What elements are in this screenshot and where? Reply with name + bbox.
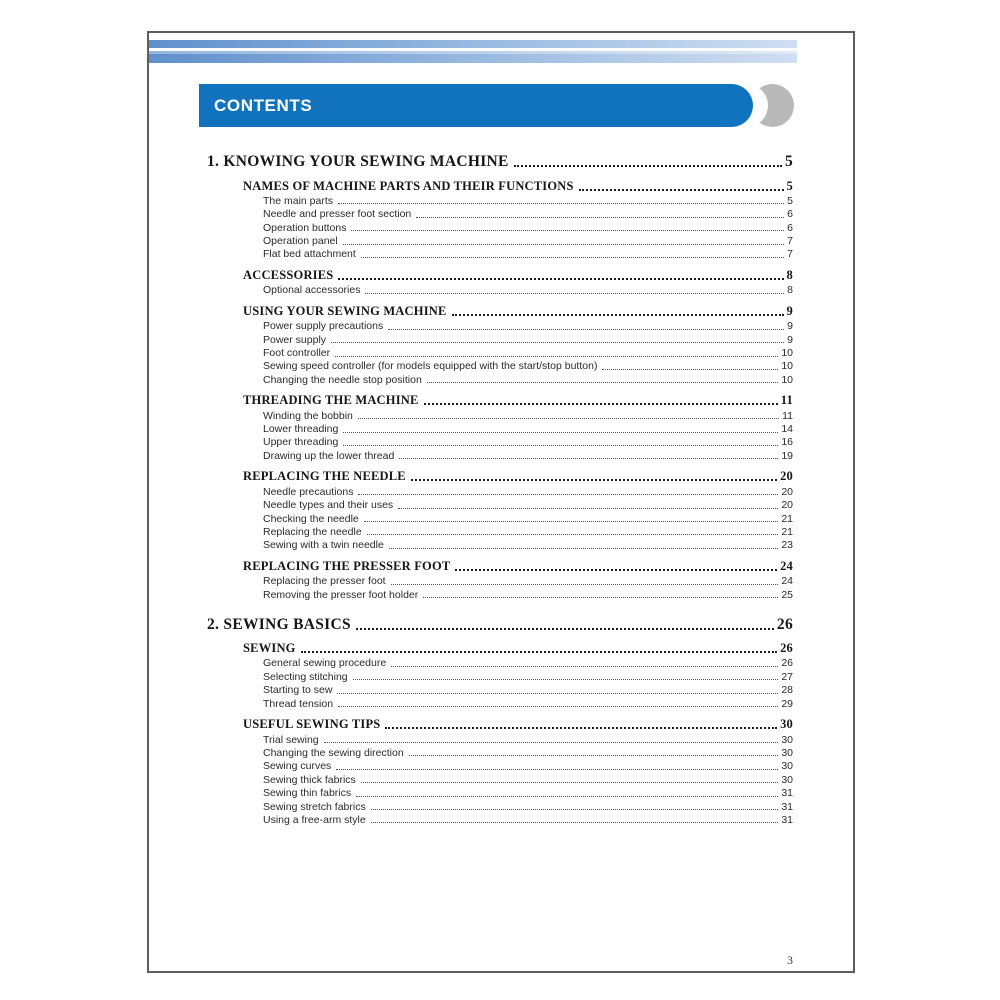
toc-entry-level3 xyxy=(263,332,793,345)
toc-entry-label: Replacing the presser foot xyxy=(263,575,386,588)
toc-dotted-leader xyxy=(361,782,779,783)
toc-entry-page: 10 xyxy=(781,373,793,386)
toc-entry-page: 20 xyxy=(781,485,793,498)
toc-dotted-leader xyxy=(365,293,784,294)
toc-dotted-leader xyxy=(411,479,777,481)
toc-entry-page: 31 xyxy=(781,800,793,813)
toc-entry-page: 29 xyxy=(781,697,793,710)
toc-dotted-leader xyxy=(358,418,779,419)
toc-entry-level2 xyxy=(243,716,793,732)
toc-entry-page: 10 xyxy=(781,360,793,373)
toc-entry-label: Power supply xyxy=(263,333,327,346)
toc-entry-label: USING YOUR SEWING MACHINE xyxy=(243,303,447,318)
toc-entry-label: Checking the needle xyxy=(263,512,359,525)
toc-entry-label: Selecting stitching xyxy=(263,670,348,683)
toc-entry-page: 23 xyxy=(781,539,793,552)
toc-entry-label: Starting to sew xyxy=(263,684,333,697)
toc-entry-level3 xyxy=(263,498,793,511)
toc-dotted-leader xyxy=(338,706,778,707)
toc-entry-label: Trial sewing xyxy=(263,733,319,746)
toc-entry-page: 30 xyxy=(780,717,793,732)
toc-entry-label: NAMES OF MACHINE PARTS AND THEIR FUNCTIONS xyxy=(243,178,574,193)
toc-entry-page: 26 xyxy=(776,615,793,633)
toc-entry-label: Thread tension xyxy=(263,697,334,710)
toc-entry-page: 8 xyxy=(787,284,793,297)
toc-entry-page: 5 xyxy=(784,153,793,170)
toc-dotted-leader xyxy=(416,217,784,218)
toc-dotted-leader xyxy=(371,822,779,823)
toc-dotted-leader xyxy=(343,445,778,446)
toc-entry-label: Lower threading xyxy=(263,423,339,436)
toc-entry-page: 9 xyxy=(786,303,793,318)
toc-entry-page: 20 xyxy=(780,469,793,484)
toc-entry-label: Replacing the needle xyxy=(263,525,362,538)
toc-entry-page: 24 xyxy=(780,558,793,573)
toc-entry-page: 28 xyxy=(781,684,793,697)
toc-dotted-leader xyxy=(361,257,784,258)
toc-entry-page: 21 xyxy=(781,525,793,538)
toc-dotted-leader xyxy=(367,534,779,535)
toc-dotted-leader xyxy=(301,651,777,653)
toc-entry-level3 xyxy=(263,813,793,826)
toc-entry-level3 xyxy=(263,696,793,709)
toc-entry-label: Needle types and their uses xyxy=(263,499,394,512)
toc-entry-level3 xyxy=(263,538,793,551)
contents-title: CONTENTS xyxy=(214,95,313,115)
toc-dotted-leader xyxy=(356,796,778,797)
toc-dotted-leader xyxy=(343,244,784,245)
toc-entry-level3 xyxy=(263,194,793,207)
toc-entry-page: 11 xyxy=(780,393,793,408)
toc-entry-level3 xyxy=(263,359,793,372)
toc-entry-page: 9 xyxy=(787,320,793,333)
toc-entry-label: Drawing up the lower thread xyxy=(263,449,395,462)
toc-entry-level3 xyxy=(263,372,793,385)
toc-entry-level3 xyxy=(263,669,793,682)
toc-entry-page: 11 xyxy=(782,409,793,422)
toc-dotted-leader xyxy=(427,382,779,383)
toc-entry-label: Removing the presser foot holder xyxy=(263,588,419,601)
toc-entry-label: Winding the bobbin xyxy=(263,409,353,422)
toc-entry-page: 26 xyxy=(780,641,793,656)
toc-dotted-leader xyxy=(398,508,778,509)
toc-entry-page: 31 xyxy=(781,787,793,800)
toc-entry-level3 xyxy=(263,683,793,696)
toc-entry-page: 10 xyxy=(781,347,793,360)
toc-entry-label: The main parts xyxy=(263,194,334,207)
toc-entry-level3 xyxy=(263,448,793,461)
toc-entry-page: 5 xyxy=(786,178,793,193)
page-number: 3 xyxy=(787,953,793,967)
toc-entry-level2 xyxy=(243,392,793,408)
toc-entry-level3 xyxy=(263,587,793,600)
toc-dotted-leader xyxy=(424,403,778,405)
toc-entry-label: ACCESSORIES xyxy=(243,267,334,282)
toc-entry-label: Power supply precautions xyxy=(263,320,384,333)
toc-dotted-leader xyxy=(385,727,777,729)
toc-entry-page: 30 xyxy=(781,746,793,759)
toc-entry-label: Sewing curves xyxy=(263,760,332,773)
toc-entry-label: Optional accessories xyxy=(263,284,361,297)
toc-entry-label: REPLACING THE PRESSER FOOT xyxy=(243,558,451,573)
toc-dotted-leader xyxy=(514,165,782,167)
toc-entry-label: General sewing procedure xyxy=(263,657,387,670)
toc-entry-level3 xyxy=(263,247,793,260)
toc-entry-label: Sewing stretch fabrics xyxy=(263,800,366,813)
toc-entry-page: 20 xyxy=(781,499,793,512)
contents-banner xyxy=(149,84,853,127)
toc-entry-level3 xyxy=(263,435,793,448)
toc-entry-page: 26 xyxy=(781,657,793,670)
toc-entry-label: THREADING THE MACHINE xyxy=(243,393,419,408)
toc-entry-level3 xyxy=(263,234,793,247)
toc-entry-level3 xyxy=(263,511,793,524)
toc-dotted-leader xyxy=(388,329,784,330)
toc-entry-level3 xyxy=(263,759,793,772)
toc-dotted-leader xyxy=(351,230,784,231)
toc-entry-label: Changing the sewing direction xyxy=(263,746,404,759)
toc-entry-level3 xyxy=(263,207,793,220)
toc-dotted-leader xyxy=(338,278,783,280)
toc-entry-label: Operation buttons xyxy=(263,221,347,234)
toc-dotted-leader xyxy=(409,755,779,756)
toc-dotted-leader xyxy=(452,314,784,316)
toc-dotted-leader xyxy=(343,432,778,433)
toc-entry-level3 xyxy=(263,422,793,435)
header-stripe-bottom xyxy=(149,51,797,63)
toc-entry-level3 xyxy=(263,484,793,497)
toc-dotted-leader xyxy=(336,769,778,770)
toc-entry-level3 xyxy=(263,525,793,538)
toc-entry-label: Sewing thin fabrics xyxy=(263,787,352,800)
toc-entry-level2 xyxy=(243,178,793,194)
toc-entry-level3 xyxy=(263,656,793,669)
toc-dotted-leader xyxy=(423,597,778,598)
toc-dotted-leader xyxy=(399,458,778,459)
toc-entry-page: 6 xyxy=(787,208,793,221)
toc-entry-label: Flat bed attachment xyxy=(263,248,356,261)
table-of-contents xyxy=(207,150,793,826)
toc-entry-label: Foot controller xyxy=(263,347,331,360)
toc-dotted-leader xyxy=(337,693,778,694)
toc-entry-page: 21 xyxy=(781,512,793,525)
toc-entry-level2 xyxy=(243,558,793,574)
toc-entry-label: Changing the needle stop position xyxy=(263,373,422,386)
toc-entry-level1 xyxy=(207,150,793,171)
toc-entry-page: 5 xyxy=(787,194,793,207)
toc-entry-page: 25 xyxy=(781,588,793,601)
toc-dotted-leader xyxy=(602,369,778,370)
toc-dotted-leader xyxy=(353,679,779,680)
toc-entry-label: Operation panel xyxy=(263,235,338,248)
toc-dotted-leader xyxy=(331,342,784,343)
toc-entry-level3 xyxy=(263,799,793,812)
toc-dotted-leader xyxy=(391,666,778,667)
toc-entry-level3 xyxy=(263,732,793,745)
toc-entry-level3 xyxy=(263,786,793,799)
toc-entry-label: Needle and presser foot section xyxy=(263,208,412,221)
toc-entry-page: 19 xyxy=(781,449,793,462)
toc-entry-level2 xyxy=(243,468,793,484)
toc-entry-level2 xyxy=(243,303,793,319)
toc-entry-label: 2. SEWING BASICS xyxy=(207,615,351,633)
toc-entry-label: 1. KNOWING YOUR SEWING MACHINE xyxy=(207,153,509,170)
toc-entry-label: Upper threading xyxy=(263,436,339,449)
toc-dotted-leader xyxy=(358,494,778,495)
toc-dotted-leader xyxy=(391,584,779,585)
toc-entry-page: 30 xyxy=(781,733,793,746)
toc-dotted-leader xyxy=(338,203,784,204)
toc-entry-level3 xyxy=(263,319,793,332)
toc-entry-page: 9 xyxy=(787,333,793,346)
toc-entry-page: 6 xyxy=(787,221,793,234)
toc-dotted-leader xyxy=(364,521,779,522)
toc-entry-label: Sewing speed controller (for models equipped with the start/stop button) xyxy=(263,360,598,373)
toc-entry-level3 xyxy=(263,772,793,785)
toc-entry-page: 30 xyxy=(781,773,793,786)
toc-entry-label: SEWING xyxy=(243,641,296,656)
toc-dotted-leader xyxy=(335,356,778,357)
toc-entry-page: 24 xyxy=(781,575,793,588)
toc-entry-label: Sewing thick fabrics xyxy=(263,773,356,786)
manual-page xyxy=(147,31,855,973)
toc-entry-label: Needle precautions xyxy=(263,485,354,498)
toc-dotted-leader xyxy=(356,628,774,630)
toc-entry-page: 16 xyxy=(781,436,793,449)
toc-entry-page: 30 xyxy=(781,760,793,773)
toc-entry-page: 31 xyxy=(781,813,793,826)
toc-entry-level3 xyxy=(263,746,793,759)
toc-dotted-leader xyxy=(455,569,777,571)
toc-dotted-leader xyxy=(579,189,784,191)
toc-entry-page: 7 xyxy=(787,235,793,248)
toc-entry-label: USEFUL SEWING TIPS xyxy=(243,717,381,732)
toc-entry-label: REPLACING THE NEEDLE xyxy=(243,469,406,484)
toc-entry-level2 xyxy=(243,267,793,283)
toc-entry-page: 14 xyxy=(781,423,793,436)
toc-dotted-leader xyxy=(371,809,779,810)
toc-entry-level3 xyxy=(263,408,793,421)
toc-dotted-leader xyxy=(389,548,778,549)
toc-entry-page: 8 xyxy=(786,267,793,282)
header-stripe-top xyxy=(149,40,797,48)
toc-entry-page: 27 xyxy=(781,670,793,683)
toc-entry-level3 xyxy=(263,346,793,359)
contents-banner-pill xyxy=(199,84,753,127)
toc-entry-label: Using a free-arm style xyxy=(263,813,366,826)
toc-entry-level3 xyxy=(263,220,793,233)
toc-entry-level3 xyxy=(263,574,793,587)
toc-entry-level2 xyxy=(243,640,793,656)
toc-entry-label: Sewing with a twin needle xyxy=(263,539,384,552)
toc-entry-page: 7 xyxy=(787,248,793,261)
toc-dotted-leader xyxy=(324,742,779,743)
toc-entry-level1 xyxy=(207,613,793,634)
toc-entry-level3 xyxy=(263,283,793,296)
